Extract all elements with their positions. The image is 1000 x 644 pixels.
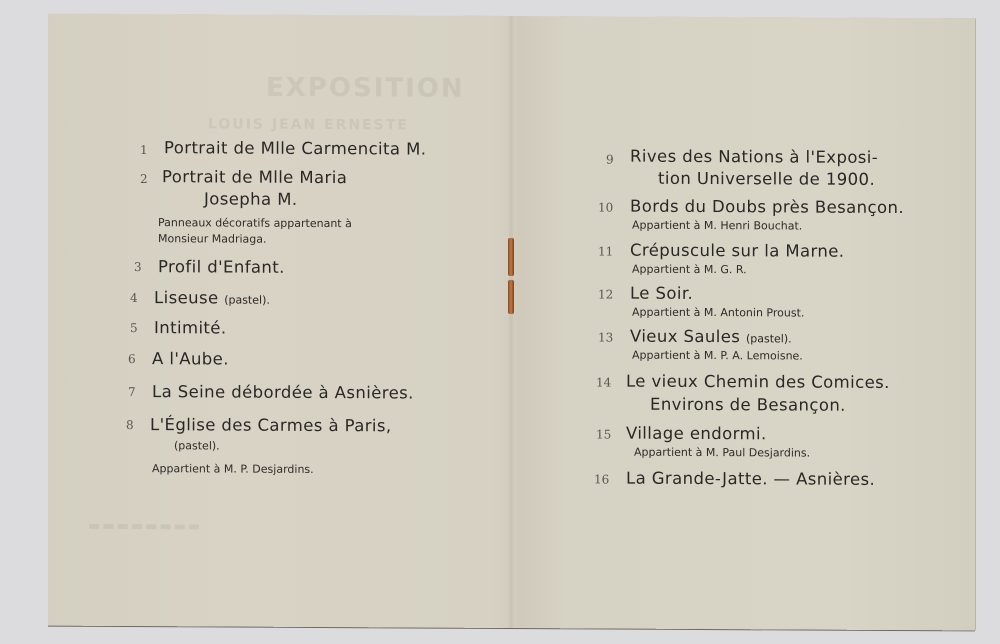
entry-title-line1: Le vieux Chemin des Comices. [626, 371, 890, 392]
entry-title-line1: Rives des Nations à l'Exposi- [630, 146, 879, 167]
entry-note: Appartient à M. P. A. Lemoisne. [632, 348, 803, 363]
entry-number: 1 [140, 143, 148, 158]
entry-number: 4 [130, 291, 138, 306]
entry-number: 2 [140, 172, 148, 187]
entry-title [154, 288, 270, 308]
show-through-subheading: LOUIS JEAN ERNESTE [208, 116, 409, 134]
entry-number: 9 [606, 152, 614, 167]
entry-number: 15 [596, 427, 612, 442]
medium-text: (pastel). [224, 293, 270, 307]
entry-title: A l'Aube. [152, 349, 229, 369]
entry-note: Appartient à M. G. R. [632, 262, 747, 277]
entry-title: Portrait de Mlle Carmencita M. [164, 138, 427, 159]
entry-title: La Grande-Jatte. — Asnières. [626, 468, 876, 489]
staple-bottom [508, 280, 514, 314]
entry-title: Profil d'Enfant. [158, 257, 285, 277]
entry-number: 11 [598, 244, 614, 259]
entry-medium: (pastel). [174, 439, 220, 453]
entry-note: Appartient à M. Antonin Proust. [632, 305, 805, 320]
entry-title-line1: Portrait de Mlle Maria [162, 167, 348, 188]
entry-title-line2: Josepha M. [204, 189, 298, 209]
entry-title [630, 327, 792, 347]
entry-number: 14 [596, 375, 612, 390]
entry-note: Appartient à M. Paul Desjardins. [634, 445, 811, 460]
entry-note: Appartient à M. Henri Bouchat. [632, 218, 803, 233]
entry-title: La Seine débordée à Asnières. [152, 382, 414, 403]
entry-number: 10 [598, 200, 614, 215]
entry-title: Village endormi. [626, 423, 767, 444]
center-fold [508, 16, 514, 628]
entry-number: 6 [128, 351, 136, 367]
title-text: Vieux Saules [630, 326, 741, 347]
staple-top [508, 238, 514, 276]
show-through-heading: EXPOSITION [266, 72, 465, 104]
entry-title: Bords du Doubs près Besançon. [630, 196, 904, 218]
entry-number: 7 [128, 384, 136, 400]
catalogue-spread [48, 14, 975, 631]
entry-number: 13 [598, 330, 614, 345]
entry-number: 16 [594, 472, 610, 487]
title-text: Liseuse [154, 288, 219, 308]
entry-title: L'Église des Carmes à Paris, [150, 415, 392, 436]
entry-title-line2: Environs de Besançon. [650, 394, 846, 415]
show-through-footer: ▬▬▬▬▬▬▬▬ [88, 518, 203, 535]
entry-number: 8 [126, 417, 134, 433]
medium-text: (pastel). [745, 332, 792, 346]
entry-number: 3 [134, 260, 142, 275]
entry-note-line2: Monsieur Madriaga. [158, 232, 267, 246]
entry-title-line2: tion Universelle de 1900. [658, 168, 876, 189]
entry-title: Intimité. [154, 318, 227, 338]
entry-number: 12 [598, 287, 614, 302]
entry-note: Appartient à M. P. Desjardins. [152, 462, 314, 476]
entry-title: Le Soir. [630, 283, 694, 303]
entry-note-line1: Panneaux décoratifs appartenant à [158, 216, 352, 231]
entry-number: 5 [130, 321, 138, 336]
entry-title: Crépuscule sur la Marne. [630, 240, 845, 261]
